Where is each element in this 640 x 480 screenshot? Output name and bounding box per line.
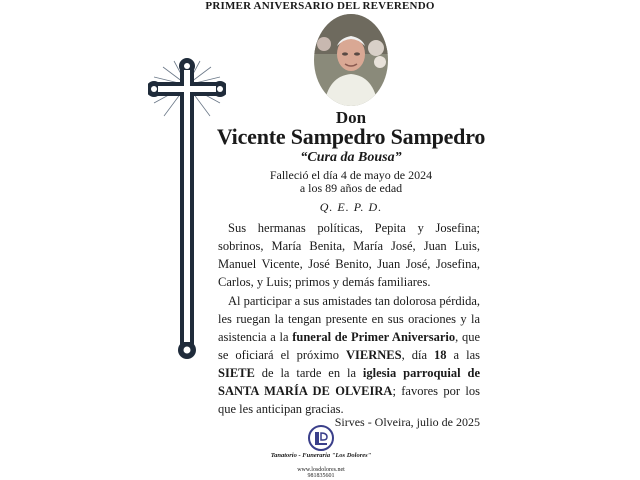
place-date: Sirves - Olveira, julio de 2025 [334,415,480,429]
portrait-photo [314,14,388,106]
invitation-text: ; favores por los que les anticipan gracias. [218,384,481,416]
age-at-death: a los 89 años de edad [299,181,403,195]
invitation-text: , que se oficiará el próximo [218,330,480,362]
nickname: “Cura da Bousa” [300,150,402,165]
invitation-emphasis: SIETE [218,366,255,380]
family-paragraph: Sus hermanas políticas, Pepita y Josefina; sobrinos, María Benita, María José, Juan Luis, Manuel Vicente, José Benito, Juan José, Josefina, Carlos, y Luis; primos y demás familiares. [218,221,480,289]
invitation-emphasis: iglesia parroquial de SANTA MARÍA DE OLVEIRA [218,366,480,398]
honorific: Don [335,108,367,127]
cross-icon [148,58,226,362]
page-heading: PRIMER ANIVERSARIO DEL REVERENDO [205,0,435,12]
funeral-home-name: Tanatorio - Funeraria "Los Dolores" [270,452,372,459]
death-date: Falleció el día 4 de mayo de 2024 [269,168,433,182]
invitation-emphasis: VIERNES [346,348,402,362]
invitation-text: a las [446,348,480,362]
deceased-name: Vicente Sampedro Sampedro [216,124,486,149]
invitation-text: Al participar a sus amistades tan dolorosa pérdida, les ruegan la tengan presente en sus oraciones y la asistencia a la [218,294,481,344]
funeral-home-phone: 981835601 [307,473,335,479]
invitation-text: de la tarde en la [254,366,363,380]
funeral-home-website[interactable]: www.losdolores.net [297,467,345,473]
invitation-text: , día [401,348,435,362]
invitation-paragraph [218,292,480,418]
qepd: Q. E. P. D. [319,200,383,214]
invitation-emphasis: 18 [434,348,447,362]
invitation-emphasis: funeral de Primer Aniversario [292,330,456,344]
funeral-home-logo-icon [306,424,336,452]
portrait-image [314,14,388,106]
